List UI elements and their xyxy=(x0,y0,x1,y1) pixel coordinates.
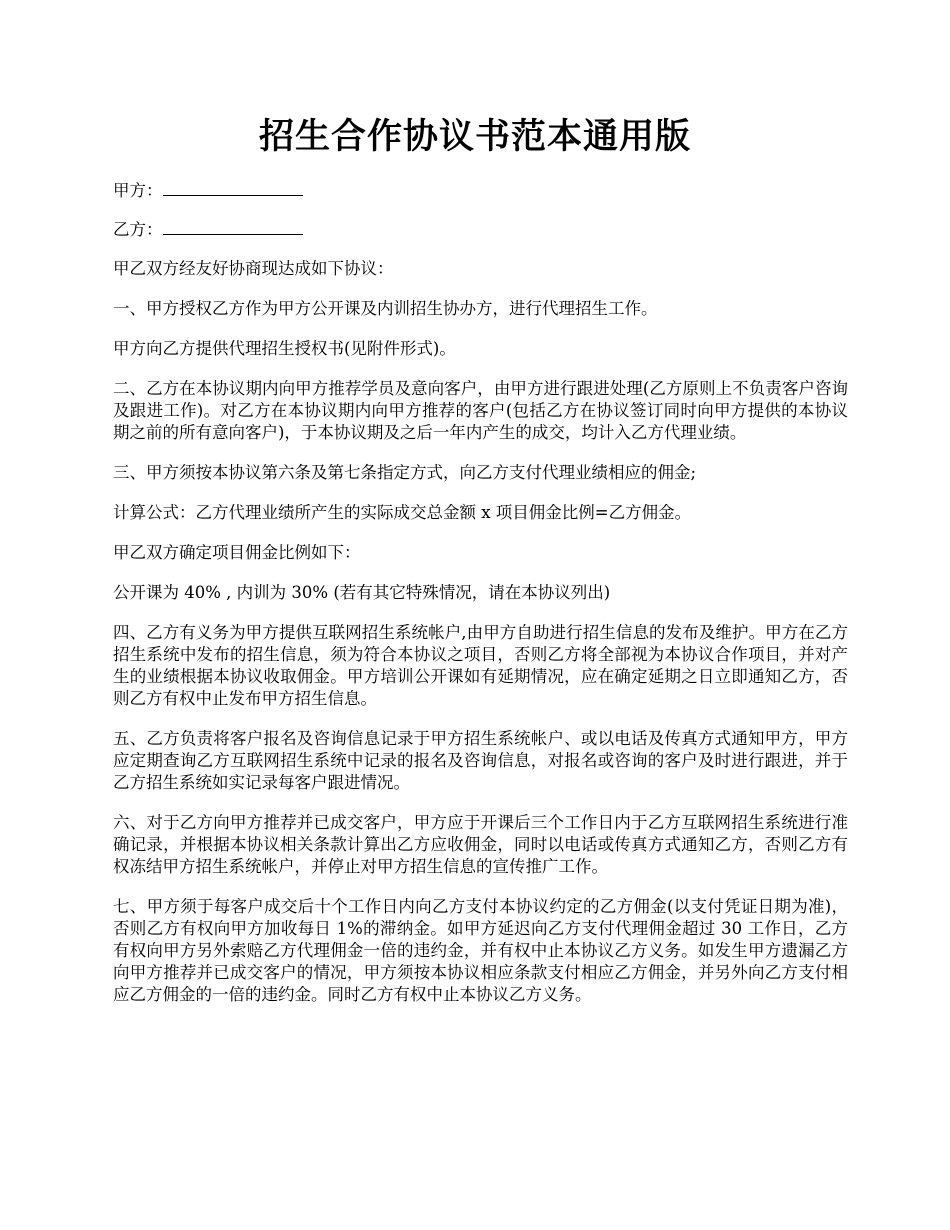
paragraph-formula: 计算公式：乙方代理业绩所产生的实际成交总金额 x 项目佣金比例=乙方佣金。 xyxy=(113,503,692,522)
paragraph-intro: 甲乙双方经友好协商现达成如下协议： xyxy=(113,259,394,278)
paragraph-clause-1: 一、甲方授权乙方作为甲方公开课及内训招生协办方，进行代理招生工作。 xyxy=(113,299,658,318)
paragraph-commission-rate: 公开课为 40% , 内训为 30% (若有其它特殊情况，请在本协议列出) xyxy=(113,583,611,602)
paragraph-clause-7: 七、甲方须于每客户成交后十个工作日内向乙方支付本协议约定的乙方佣金(以支付凭证日期为准)，否则乙方有权向甲方加收每日 1%的滞纳金。如甲方延迟向乙方支付代理佣金超过 30 工作日，乙方有权向甲方另外索赔乙方代理佣金一倍的违约金，并有权中止本协议乙方义务。如发生甲方遗漏乙方向甲方推荐并已成交客户的情况，甲方须按本协议相应条款支付相应乙方佣金，并另外向乙方支付相应乙方佣金的一倍的违约金。同时乙方有权中止本协议乙方义务。 xyxy=(113,897,848,1004)
paragraph-clause-4: 四、乙方有义务为甲方提供互联网招生系统帐户,由甲方自助进行招生信息的发布及维护。甲方在乙方招生系统中发布的招生信息，须为符合本协议之项目，否则乙方将全部视为本协议合作项目，并对产生的业绩根据本协议收取佣金。甲方培训公开课如有延期情况，应在确定延期之日立即通知乙方，否则乙方有权中止发布甲方招生信息。 xyxy=(113,623,848,708)
paragraph-clause-6: 六、对于乙方向甲方推荐并已成交客户，甲方应于开课后三个工作日内于乙方互联网招生系统进行准确记录，并根据本协议相关条款计算出乙方应收佣金，同时以电话或传真方式通知乙方，否则乙方有权冻结甲方招生系统帐户，并停止对甲方招生信息的宣传推广工作。 xyxy=(113,813,848,876)
party-b-line xyxy=(113,219,848,241)
paragraph-clause-1-note: 甲方向乙方提供代理招生授权书(见附件形式)。 xyxy=(113,339,456,358)
party-b-label: 乙方： xyxy=(113,220,163,239)
paragraph-clause-5: 五、乙方负责将客户报名及咨询信息记录于甲方招生系统帐户、或以电话及传真方式通知甲方，甲方应定期查询乙方互联网招生系统中记录的报名及咨询信息，对报名或咨询的客户及时进行跟进，并于乙方招生系统如实记录每客户跟进情况。 xyxy=(113,729,848,792)
document-body xyxy=(113,180,848,1024)
paragraph-commission-rate-intro: 甲乙双方确定项目佣金比例如下： xyxy=(113,543,361,562)
party-b-blank xyxy=(163,220,303,235)
party-a-label: 甲方： xyxy=(113,181,163,200)
paragraph-clause-3: 三、甲方须按本协议第六条及第七条指定方式，向乙方支付代理业绩相应的佣金; xyxy=(113,463,697,482)
party-a-blank xyxy=(163,181,303,196)
party-a-line xyxy=(113,180,848,202)
paragraph-clause-2: 二、乙方在本协议期内向甲方推荐学员及意向客户，由甲方进行跟进处理(乙方原则上不负责客户咨询及跟进工作)。对乙方在本协议期内向甲方推荐的客户(包括乙方在协议签订同时向甲方提供的本协议期之前的所有意向客户)，于本协议期及之后一年内产生的成交，均计入乙方代理业绩。 xyxy=(113,379,848,442)
document-title: 招生合作协议书范本通用版 xyxy=(258,116,691,157)
